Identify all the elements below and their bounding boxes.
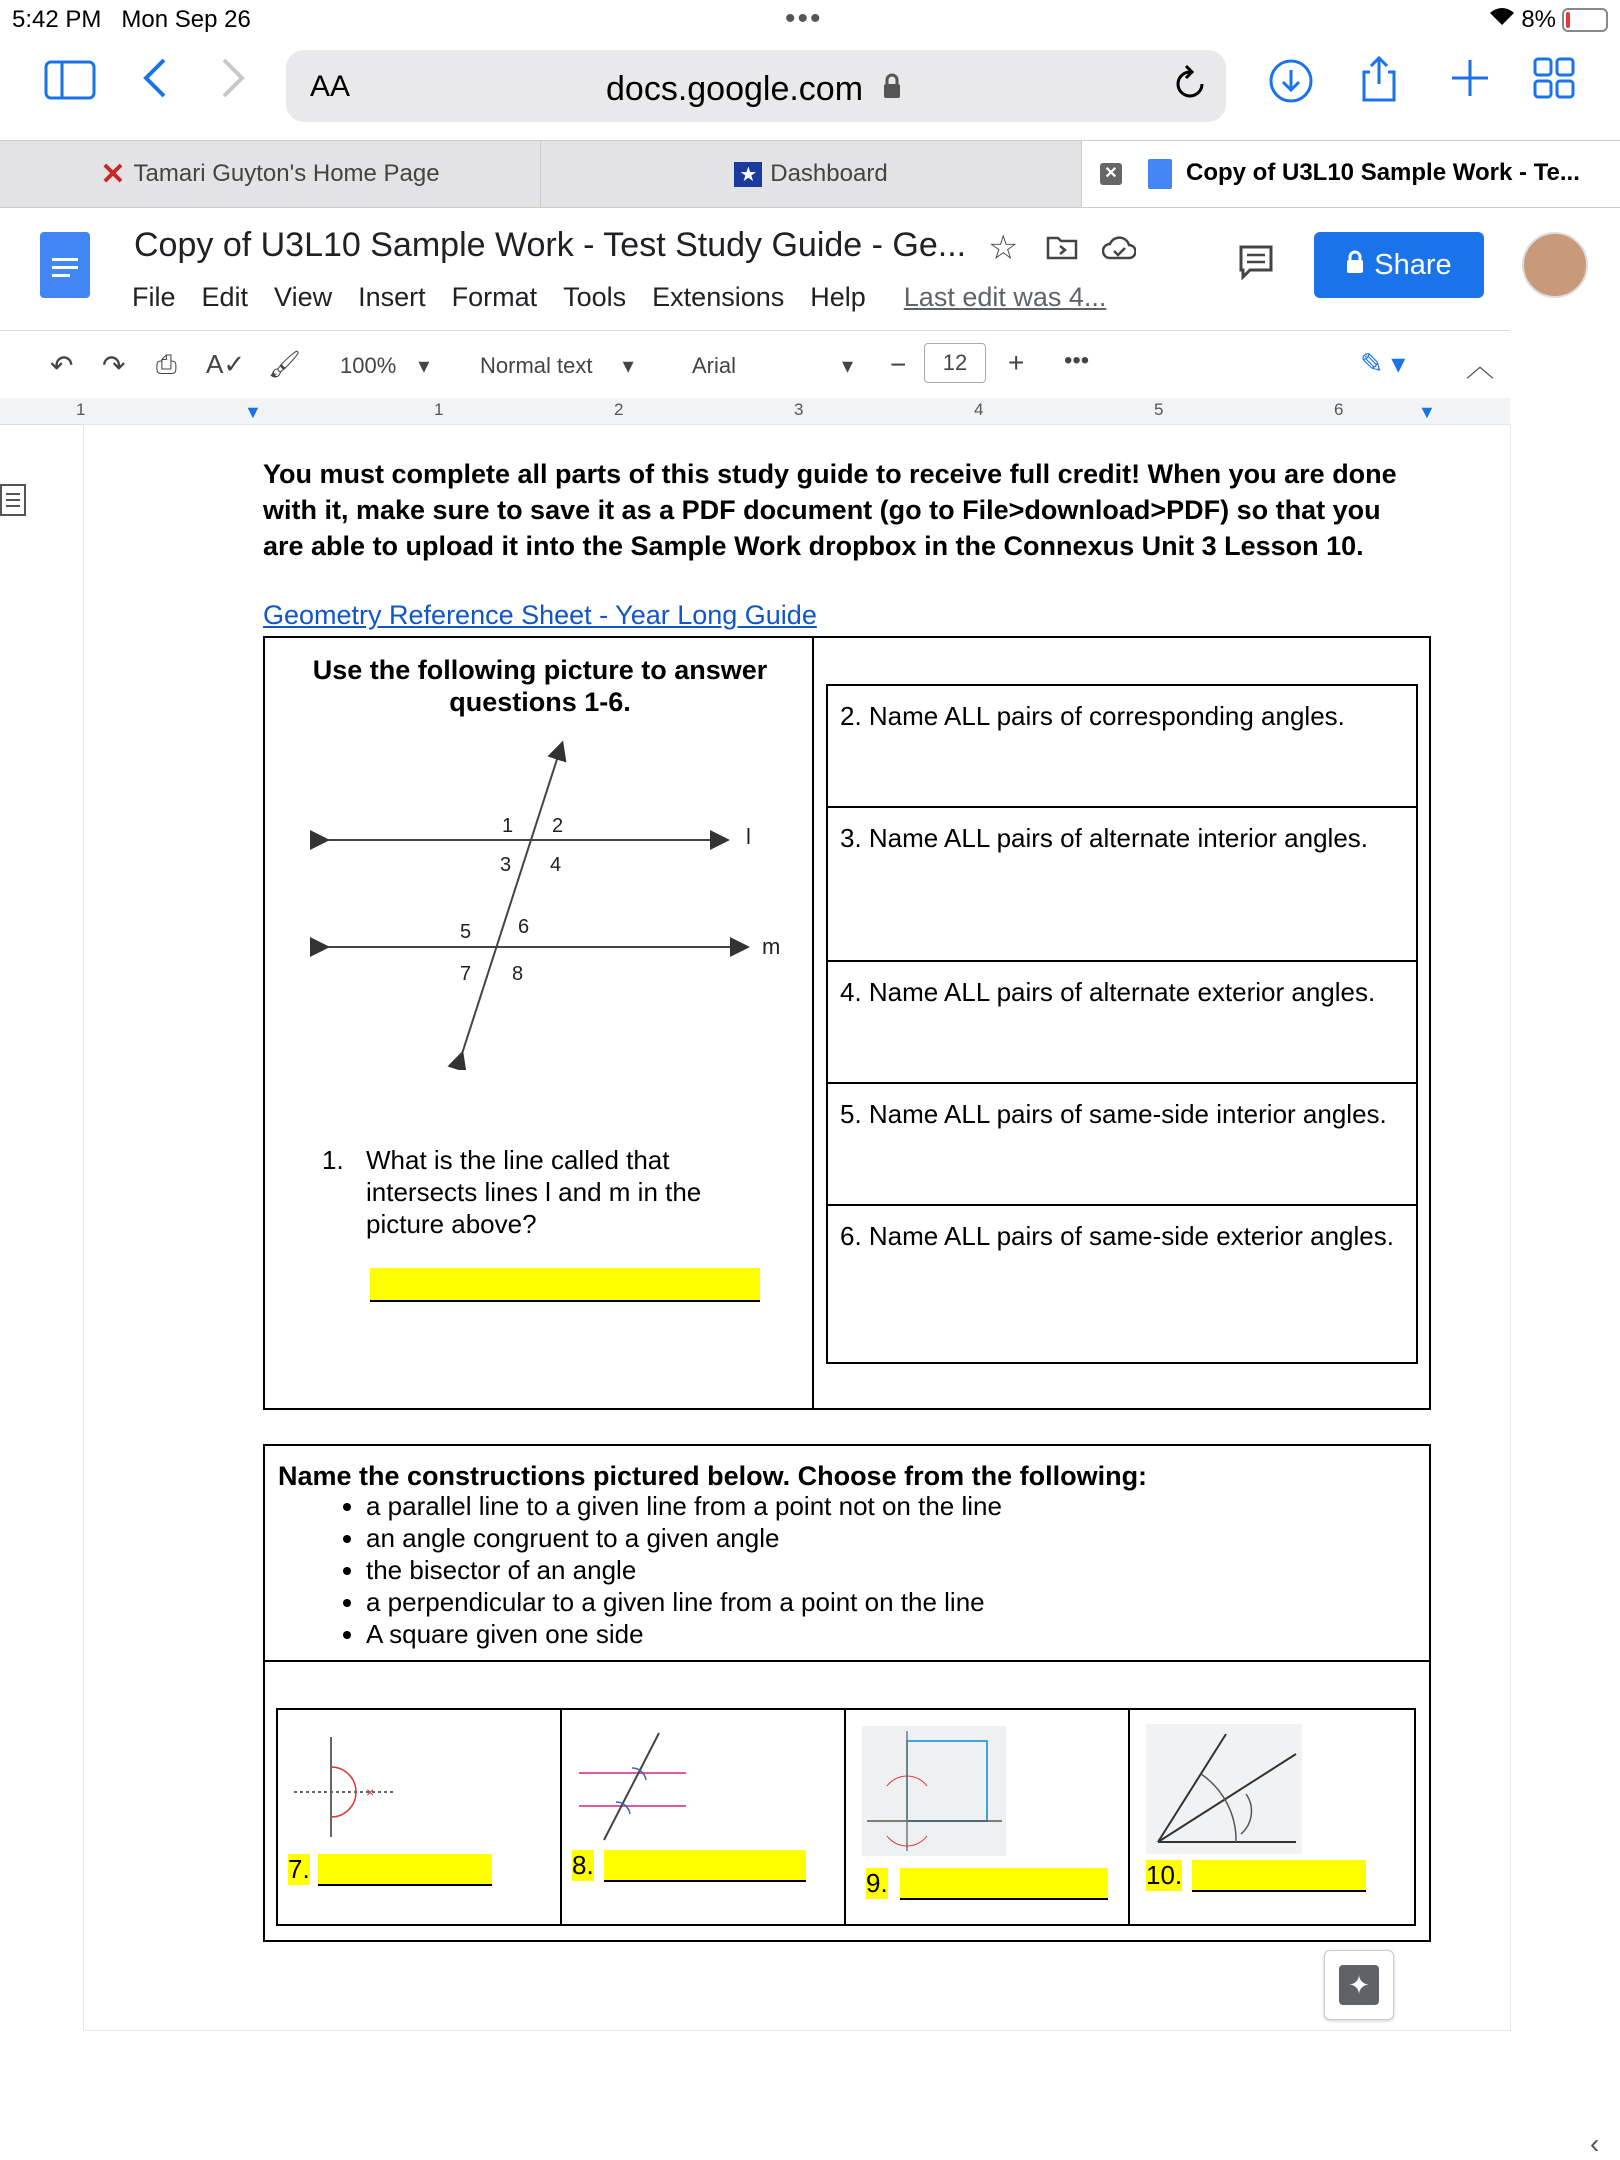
- construction-options-list: [322, 1490, 1366, 1650]
- question-2[interactable]: 2. Name ALL pairs of corresponding angles.: [840, 701, 1345, 731]
- right-indent-marker-icon[interactable]: ▼: [1418, 402, 1436, 422]
- picture-heading: Use the following picture to answer questions 1-6.: [312, 655, 768, 717]
- questions-subtable: [826, 684, 1418, 1364]
- multitask-dots-icon[interactable]: •••: [785, 2, 823, 35]
- star-icon[interactable]: ☆: [988, 229, 1019, 267]
- reload-icon[interactable]: [1172, 62, 1208, 112]
- ruler[interactable]: 1 1 2 3 4 5 6 ▼ ▼: [0, 398, 1510, 425]
- connexus-icon: ✕: [100, 157, 126, 191]
- explore-icon: ✦: [1339, 1965, 1379, 2005]
- angle-label-5: 5: [460, 921, 472, 943]
- menu-tools[interactable]: Tools: [563, 282, 627, 312]
- chevron-down-icon: ▾: [418, 353, 430, 378]
- tab-home-page[interactable]: ✕ Tamari Guyton's Home Page: [0, 141, 541, 207]
- undo-icon[interactable]: ↶: [50, 350, 74, 381]
- question-1: What is the line called that intersects lines l and m in the picture above?: [366, 1145, 702, 1239]
- tab-google-doc[interactable]: ✕ Copy of U3L10 Sample Work - Te...: [1082, 141, 1620, 207]
- share-button[interactable]: Share: [1314, 232, 1484, 298]
- menu-insert[interactable]: Insert: [358, 282, 426, 312]
- angle-label-3: 3: [500, 854, 512, 876]
- answer-field-8[interactable]: [604, 1850, 806, 1882]
- question-5[interactable]: 5. Name ALL pairs of same-side interior angles.: [840, 1099, 1387, 1129]
- redo-icon[interactable]: ↷: [102, 350, 126, 381]
- construction-7-image: [286, 1732, 406, 1842]
- question-4[interactable]: 4. Name ALL pairs of alternate exterior angles.: [840, 977, 1376, 1007]
- last-edit-link[interactable]: Last edit was 4...: [903, 282, 1107, 312]
- new-tab-icon[interactable]: [1448, 56, 1492, 110]
- close-tab-icon[interactable]: ✕: [1100, 163, 1122, 185]
- angle-label-7: 7: [460, 963, 472, 985]
- list-item: • a perpendicular to a given line from a point on the line: [366, 1586, 1366, 1618]
- dashboard-star-icon: ★: [734, 162, 762, 187]
- editing-mode-icon[interactable]: ✎ ▾: [1360, 348, 1406, 379]
- decrease-font-button[interactable]: −: [890, 349, 907, 380]
- url-text[interactable]: docs.google.com: [606, 70, 864, 108]
- chevron-down-icon: ▾: [622, 353, 634, 378]
- question-3[interactable]: 3. Name ALL pairs of alternate interior angles.: [840, 823, 1368, 853]
- menu-bar: [132, 282, 1106, 313]
- cloud-status-icon[interactable]: [1102, 236, 1136, 265]
- share-sheet-icon[interactable]: [1358, 54, 1400, 114]
- explore-button[interactable]: [1324, 1950, 1394, 2020]
- wifi-icon: [1489, 6, 1515, 34]
- docs-tab-icon: [1148, 159, 1172, 189]
- style-select[interactable]: Normal text ▾: [480, 353, 634, 378]
- font-select[interactable]: Arial ▾: [692, 353, 854, 378]
- question-6[interactable]: 6. Name ALL pairs of same-side exterior angles.: [840, 1221, 1394, 1251]
- side-panel-chevron-icon[interactable]: ‹: [1590, 2128, 1600, 2159]
- paint-format-icon[interactable]: 🖌: [268, 349, 302, 379]
- angle-label-2: 2: [552, 815, 564, 837]
- answer-field-7[interactable]: [318, 1854, 492, 1886]
- menu-edit[interactable]: Edit: [201, 282, 249, 312]
- line-m-label: m: [762, 934, 781, 959]
- list-item: • a parallel line to a given line from a point not on the line: [366, 1490, 1366, 1522]
- status-bar: [0, 0, 1620, 40]
- tab-bar: [0, 140, 1620, 208]
- angle-label-8: 8: [512, 963, 524, 985]
- print-icon[interactable]: ⎙: [156, 349, 177, 379]
- move-folder-icon[interactable]: [1046, 234, 1078, 265]
- status-time: 5:42 PM Mon Sep 26: [12, 6, 251, 33]
- lock-icon: [882, 72, 902, 105]
- svg-text:×: ×: [366, 1784, 375, 1800]
- font-size-input[interactable]: 12: [924, 343, 986, 383]
- battery-indicator: 8%: [1489, 6, 1608, 34]
- forward-icon[interactable]: [218, 56, 248, 110]
- list-item: • the bisector of an angle: [366, 1554, 1366, 1586]
- angle-label-1: 1: [502, 815, 514, 837]
- document-outline-icon[interactable]: [0, 484, 26, 521]
- table-divider: [812, 636, 814, 1408]
- document-title[interactable]: Copy of U3L10 Sample Work - Test Study Guide - Ge...: [134, 226, 967, 264]
- lock-icon: [1346, 249, 1364, 282]
- list-item: • an angle congruent to a given angle: [366, 1522, 1366, 1554]
- transversal-line: [460, 750, 560, 1060]
- download-icon[interactable]: [1268, 58, 1314, 114]
- menu-help[interactable]: Help: [810, 282, 866, 312]
- back-icon[interactable]: [140, 56, 170, 110]
- answer-label-8: 8.: [572, 1850, 594, 1880]
- zoom-select[interactable]: 100% ▾: [340, 353, 430, 378]
- instructions-text: You must complete all parts of this study guide to receive full credit! When you are done with it, make sure to save it as a PDF document (go to File>download>PDF) so that you are able to upload it into the Sample Work dropbox in the Connexus Unit 3 Lesson 10.: [263, 459, 1397, 561]
- menu-view[interactable]: View: [274, 282, 333, 312]
- more-options-icon[interactable]: •••: [1064, 347, 1090, 374]
- menu-extensions[interactable]: Extensions: [652, 282, 785, 312]
- tab-overview-icon[interactable]: [1532, 56, 1576, 110]
- reference-sheet-link[interactable]: Geometry Reference Sheet - Year Long Guide: [263, 600, 817, 630]
- battery-icon: [1562, 8, 1608, 32]
- tab-dashboard[interactable]: ★ Dashboard: [541, 141, 1082, 207]
- indent-marker-icon[interactable]: ▼: [244, 402, 262, 422]
- answer-field-1[interactable]: [370, 1268, 760, 1302]
- comments-icon[interactable]: [1238, 244, 1274, 285]
- constructions-heading: Name the constructions pictured below. Choose from the following:: [278, 1461, 1148, 1491]
- docs-logo-icon[interactable]: [40, 232, 90, 298]
- answer-field-9[interactable]: [900, 1868, 1108, 1900]
- increase-font-button[interactable]: +: [1008, 347, 1025, 378]
- avatar[interactable]: [1522, 232, 1588, 298]
- docs-toolbar: [0, 330, 1510, 397]
- line-l-label: l: [746, 824, 751, 849]
- answer-label-9: 9.: [866, 1868, 888, 1898]
- construction-9-image: [862, 1726, 1006, 1856]
- answer-label-10: 10.: [1146, 1860, 1183, 1890]
- menu-format[interactable]: Format: [451, 282, 538, 312]
- collapse-menus-icon[interactable]: ︿: [1466, 351, 1495, 382]
- angle-label-4: 4: [550, 854, 562, 876]
- transversal-diagram: [300, 740, 800, 1070]
- sidebar-icon[interactable]: [44, 60, 96, 110]
- angle-label-6: 6: [518, 916, 530, 938]
- list-item: • A square given one side: [366, 1618, 1366, 1650]
- question-1-number: 1.: [322, 1145, 344, 1175]
- answer-field-10[interactable]: [1192, 1860, 1366, 1892]
- menu-file[interactable]: File: [132, 282, 176, 312]
- address-bar[interactable]: [286, 50, 1226, 122]
- construction-10-image: [1146, 1724, 1302, 1854]
- answer-label-7: 7.: [288, 1854, 310, 1884]
- browser-toolbar: [0, 40, 1620, 140]
- spellcheck-icon[interactable]: A✓: [206, 349, 246, 379]
- reader-settings-button[interactable]: AA: [310, 70, 351, 103]
- chevron-down-icon: ▾: [842, 353, 854, 378]
